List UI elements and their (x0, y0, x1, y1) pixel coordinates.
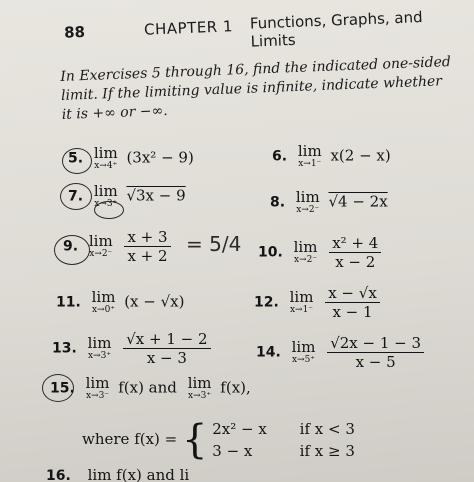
case-conditions (300, 418, 355, 462)
numerator: x² + 4 (329, 234, 381, 253)
handwritten-answer: = 5/4 (186, 232, 242, 256)
exercise-6 (272, 144, 391, 169)
exercise-7 (68, 184, 186, 209)
fraction (325, 284, 380, 321)
denominator: x − 3 (146, 349, 187, 367)
case-expressions (212, 418, 267, 462)
lim-operator: lim (93, 144, 118, 162)
fraction (329, 234, 381, 271)
denominator: x + 2 (127, 247, 168, 265)
lim-subscript: x→2⁻ (293, 255, 318, 265)
lim-subscript: x→3⁻ (85, 391, 110, 401)
expression: f(x) and (118, 378, 177, 397)
exercise-9 (63, 228, 174, 265)
lim-operator: lim (291, 338, 316, 356)
exercise-11 (56, 290, 185, 315)
lim-operator: lim (88, 232, 113, 250)
page-header (57, 0, 468, 51)
expression: lim f(x) and li (87, 466, 190, 482)
expression: f(x), (220, 378, 251, 397)
lim-operator: lim (85, 374, 110, 392)
denominator: x − 2 (335, 253, 376, 271)
numerator: √x + 1 − 2 (123, 330, 210, 349)
numerator: x − √x (325, 284, 380, 303)
lim-subscript: x→2⁻ (89, 249, 113, 259)
chapter-title: Functions, Graphs, and Limits (249, 8, 423, 51)
exercise-8 (270, 190, 388, 215)
lim-subscript: x→3⁺ (94, 199, 118, 209)
case-2-expression: 3 − x (212, 442, 253, 460)
lim-operator: lim (93, 182, 118, 200)
where-label: where f(x) = (82, 430, 178, 448)
exercise-number: 8. (270, 194, 286, 211)
lim-operator: lim (187, 374, 212, 392)
lim-subscript: x→5⁺ (291, 355, 316, 365)
case-1-expression: 2x² − x (212, 420, 267, 438)
lim-subscript: x→3⁺ (188, 391, 212, 401)
piecewise-definition (82, 418, 355, 462)
exercise-12 (254, 284, 383, 321)
exercise-number: 9. (63, 238, 79, 255)
exercise-number: 5. (68, 150, 84, 167)
exercise-10 (258, 234, 384, 271)
lim-subscript: x→1⁻ (289, 305, 314, 315)
exercise-number: 6. (272, 148, 288, 165)
exercise-number: 13. (52, 340, 77, 357)
case-2-condition: if x ≥ 3 (299, 442, 355, 460)
lim-operator: lim (297, 142, 322, 160)
lim-operator: lim (91, 288, 116, 306)
exercise-number: 7. (68, 188, 84, 205)
fraction (327, 334, 424, 371)
exercise-number: 16. (46, 468, 71, 482)
case-1-condition: if x < 3 (299, 420, 355, 438)
exercise-5 (68, 146, 194, 171)
exercise-number: 11. (56, 294, 81, 311)
exercise-14 (256, 334, 427, 371)
exercise-16 (46, 466, 189, 482)
denominator: x − 1 (332, 303, 373, 321)
chapter-label: CHAPTER 1 (143, 17, 234, 39)
exercise-number: 15. (50, 380, 75, 397)
lim-subscript: x→2⁻ (296, 205, 320, 215)
exercise-13 (52, 330, 214, 367)
expression: √3x − 9 (126, 186, 186, 205)
denominator: x − 5 (355, 353, 396, 371)
lim-subscript: x→0⁺ (91, 305, 116, 315)
fraction (123, 330, 210, 367)
exercise-number: 10. (258, 244, 283, 261)
numerator: x + 3 (124, 228, 170, 247)
instructions: In Exercises 5 through 16, find the indicated one-sided limit. If the limiting value is infinite, indicate whether it is +∞ or −∞. (60, 54, 452, 123)
lim-subscript: x→4⁺ (94, 161, 118, 171)
lim-subscript: x→3⁺ (87, 351, 112, 361)
expression: x(2 − x) (330, 146, 391, 165)
fraction (124, 228, 170, 265)
lim-operator: lim (289, 288, 314, 306)
numerator: √2x − 1 − 3 (327, 334, 424, 353)
exercise-number: 14. (256, 344, 281, 361)
exercise-number: 12. (254, 294, 279, 311)
expression: √4 − 2x (328, 192, 388, 211)
page-number: 88 (63, 22, 86, 42)
lim-subscript: x→1⁻ (298, 159, 322, 169)
expression: (3x² − 9) (126, 148, 194, 167)
lim-operator: lim (295, 188, 320, 206)
brace: { (182, 417, 208, 463)
expression: (x − √x) (124, 292, 185, 311)
lim-operator: lim (293, 238, 318, 256)
exercise-15 (50, 376, 251, 401)
lim-operator: lim (87, 334, 112, 352)
